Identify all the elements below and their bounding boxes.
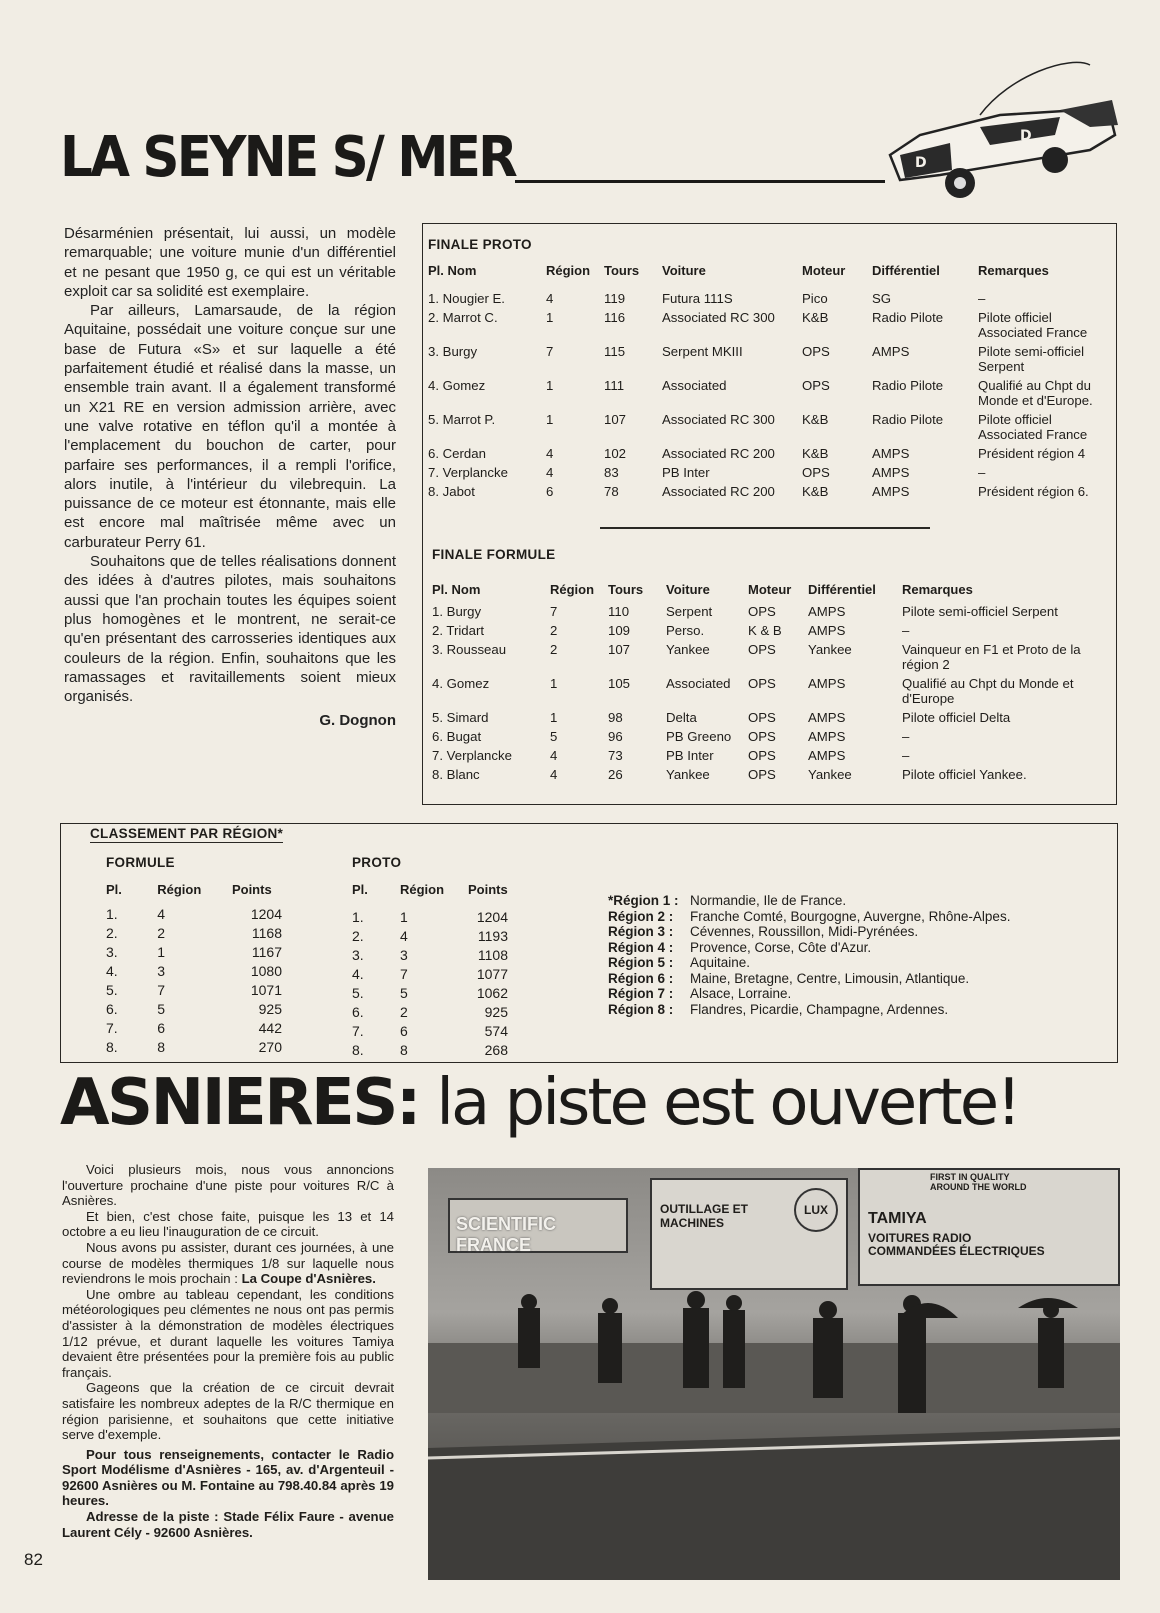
- table-cell: 6: [400, 1023, 408, 1039]
- table-cell: 7.: [352, 1023, 364, 1039]
- paragraph: Par ailleurs, Lamarsaude, de la région Aquitaine, possédait une voiture conçue sur une base de Futura «S» et sur laquelle a été parfaitement étudié et réalisé dans la masse, un ensemble train avant. Il a également transformé un X21 RE en version admission arrière, avec une valve rotative en téflon qu'il a montée à l'emplacement du bouchon de carter, pour parfaire ses performances, il a rempli l'orifice, alors inutile, à l'intérieur du vilebrequin. La puissance de ce moteur est étonnante, mais elle est encore mal maîtrisée même avec un carburateur Perry 61.: [64, 302, 396, 551]
- table-cell: 1071: [250, 982, 282, 998]
- paragraph: Souhaitons que de telles réalisations donnent des idées à d'autres pilotes, mais souhaitons aussi que l'an prochain toutes les équipes soient plus homogènes et le montrent, ne serait-ce qu'en présentant des carrosseries identiques aux couleurs de la région. Enfin, souhaitons que les ramassages et ravitaillements soient mieux organisés.: [64, 553, 396, 706]
- table-cell: Associated: [666, 676, 731, 691]
- column-header: Région: [400, 882, 445, 897]
- table-row: [428, 344, 1118, 378]
- table-cell: 4: [550, 767, 558, 782]
- asnieres-title-light: la piste est ouverte!: [418, 1066, 1019, 1140]
- table-cell: 83: [604, 465, 619, 480]
- table-cell: Président région 6.: [978, 484, 1089, 499]
- sign-slogan: FIRST IN QUALITY AROUND THE WORLD: [930, 1172, 1027, 1192]
- svg-text:D: D: [915, 155, 927, 171]
- table-cell: 6.: [106, 1001, 118, 1017]
- table-cell: SG: [872, 291, 892, 306]
- table-cell: Président région 4: [978, 446, 1086, 461]
- table-cell: PB Inter: [666, 748, 714, 763]
- table-cell: Pilote officiel Yankee.: [902, 767, 1027, 782]
- table-cell: AMPS: [872, 344, 910, 359]
- region-areas: Alsace, Lorraine.: [690, 986, 792, 1001]
- table-cell: 6: [546, 484, 554, 499]
- table-cell: 1108: [477, 947, 508, 963]
- table-cell: 1193: [477, 928, 508, 944]
- table-cell: Futura 111S: [662, 291, 733, 306]
- table-cell: 1. Burgy: [432, 604, 482, 619]
- table-cell: 1: [546, 310, 554, 325]
- table-row: [428, 446, 1118, 465]
- table-cell: 6. Bugat: [432, 729, 482, 744]
- region-entry: [608, 971, 1010, 987]
- race-car-illustration: [880, 55, 1130, 205]
- table-cell: OPS: [802, 378, 830, 393]
- table-cell: PB Inter: [662, 465, 710, 480]
- table-cell: 574: [484, 1023, 508, 1039]
- table-row: [432, 676, 1112, 710]
- table-cell: 8. Blanc: [432, 767, 480, 782]
- sign-scientific-france: [448, 1198, 628, 1253]
- table-cell: Serpent: [666, 604, 713, 619]
- table-cell: Delta: [666, 710, 697, 725]
- table-row: [106, 1001, 296, 1020]
- table-cell: 8.: [352, 1042, 364, 1058]
- region-areas: Maine, Bretagne, Centre, Limousin, Atlantique.: [690, 970, 970, 986]
- table-cell: 4: [546, 465, 554, 480]
- table-cell: 8.: [106, 1039, 118, 1055]
- table-cell: PB Greeno: [666, 729, 732, 744]
- table-cell: –: [902, 623, 910, 638]
- paragraph-text: Nous avons pu assister, durant ces journées, à une course de modèles thermiques 1/8 sur laquelle nous reviendrons le mois prochain :: [62, 1239, 394, 1287]
- table-cell: Qualifié au Chpt du Monde et d'Europe: [902, 676, 1074, 706]
- table-cell: 6. Cerdan: [428, 446, 486, 461]
- page-number: 82: [24, 1550, 43, 1569]
- table-cell: Associated RC 200: [662, 446, 775, 461]
- table-cell: 1: [550, 710, 558, 725]
- paragraph: Une ombre au tableau cependant, les conditions météorologiques peu clémentes ne nous ont pas permis d'assister à la démonstration de modèles électriques 1/12 prévue, et durant laquelle les voitures Tamiya devaient être présentées pour la première fois au public français.: [62, 1286, 394, 1380]
- table-cell: 4.: [106, 963, 118, 979]
- region-entry: [608, 893, 1010, 909]
- table-cell: 2. Marrot C.: [428, 310, 498, 325]
- table-row: [352, 947, 522, 966]
- table-cell: 3. Rousseau: [432, 642, 507, 657]
- table-cell: 1: [157, 944, 166, 960]
- region-areas: Provence, Corse, Côte d'Azur.: [690, 939, 872, 955]
- table-cell: Pilote semi-officiel Serpent: [902, 604, 1058, 619]
- table-row: [432, 748, 1112, 767]
- column-header: Remarques: [902, 582, 973, 597]
- table-cell: 2.: [106, 925, 118, 941]
- table-cell: Associated RC 300: [662, 412, 775, 427]
- table-cell: 107: [608, 642, 631, 657]
- region-legend: [608, 893, 1010, 1017]
- table-cell: AMPS: [808, 748, 846, 763]
- sign-text: SCIENTIFIC FRANCE: [456, 1214, 557, 1255]
- column-header: Tours: [608, 582, 644, 597]
- table-cell: 1077: [476, 966, 508, 982]
- column-header: Pl.: [106, 882, 122, 897]
- table-cell: 2: [157, 925, 166, 941]
- table-row: [432, 604, 1112, 623]
- region-areas: Franche Comté, Bourgogne, Auvergne, Rhône-Alpes.: [690, 908, 1011, 924]
- table-cell: AMPS: [808, 623, 846, 638]
- table-cell: 7: [400, 966, 408, 982]
- table-cell: 3. Burgy: [428, 344, 478, 359]
- paragraph: Désarménien présentait, lui aussi, un modèle remarquable; une voiture munie d'un différentiel et ne pesant que 1950 g, ce qui est un véritable exploit car sa solidité est exemplaire.: [64, 225, 396, 300]
- article-la-seyne: [64, 224, 396, 731]
- table-cell: 8: [400, 1042, 408, 1058]
- table-cell: OPS: [748, 642, 776, 657]
- table-cell: 925: [258, 1001, 282, 1017]
- table-row: [352, 909, 522, 928]
- table-cell: AMPS: [808, 710, 846, 725]
- table-cell: 1167: [251, 944, 282, 960]
- page-title: LA SEYNE S/ MER: [60, 125, 516, 190]
- author: G. Dognon: [319, 712, 396, 730]
- region-label: Région 4 :: [608, 939, 674, 955]
- table-cell: Pilote officiel Associated France: [978, 412, 1088, 442]
- table-cell: 6: [157, 1020, 166, 1036]
- table-cell: 8. Jabot: [428, 484, 475, 499]
- region-areas: Flandres, Picardie, Champagne, Ardennes.: [690, 1001, 949, 1017]
- table-cell: 8: [157, 1039, 166, 1055]
- article-asnieres: [62, 1162, 394, 1540]
- table-row: [432, 623, 1112, 642]
- table-row: [432, 642, 1112, 676]
- table-cell: 4: [546, 446, 554, 461]
- table-cell: Perso.: [666, 623, 705, 638]
- table-cell: 107: [604, 412, 627, 427]
- column-header: Région: [157, 882, 202, 897]
- table-cell: Radio Pilote: [872, 378, 944, 393]
- table-cell: AMPS: [872, 446, 910, 461]
- table-cell: 4. Gomez: [432, 676, 490, 691]
- region-entry: [608, 940, 1010, 956]
- table-row: [106, 944, 296, 963]
- table-cell: 1.: [106, 906, 118, 922]
- table-cell: Pilote officiel Associated France: [978, 310, 1088, 340]
- table-cell: OPS: [802, 465, 830, 480]
- region-label: *Région 1 :: [608, 893, 679, 908]
- table-cell: 4: [550, 748, 558, 763]
- region-entry: [608, 924, 1010, 940]
- table-divider: [600, 527, 930, 529]
- sign-text: VOITURES RADIO COMMANDÉES ÉLECTRIQUES: [868, 1231, 1045, 1258]
- svg-text:D: D: [1020, 128, 1032, 144]
- region-label: Région 8 :: [608, 1001, 674, 1017]
- table-cell: 5. Simard: [432, 710, 489, 725]
- table-cell: 3.: [106, 944, 118, 960]
- table-row: [428, 291, 1118, 310]
- table-cell: Pilote semi-officiel Serpent: [978, 344, 1085, 374]
- table-row: [428, 310, 1118, 344]
- table-cell: 4: [546, 291, 554, 306]
- column-header: Différentiel: [808, 582, 876, 597]
- table-cell: OPS: [748, 604, 776, 619]
- table-row: [428, 465, 1118, 484]
- table-cell: Yankee: [808, 767, 852, 782]
- region-label: Région 3 :: [608, 924, 674, 939]
- sign-outillage: [650, 1178, 848, 1290]
- table-cell: 3: [157, 963, 166, 979]
- table-cell: 1168: [251, 925, 282, 941]
- table-cell: 1. Nougier E.: [428, 291, 505, 306]
- table-cell: OPS: [748, 710, 776, 725]
- table-cell: 111: [604, 378, 625, 393]
- table-cell: 7. Verplancke: [432, 748, 512, 763]
- table-cell: 115: [604, 344, 626, 359]
- table-cell: 7: [546, 344, 554, 359]
- table-cell: 4.: [352, 966, 364, 982]
- table-cell: 109: [608, 623, 631, 638]
- table-cell: 6.: [352, 1004, 364, 1020]
- column-header: Tours: [604, 263, 640, 278]
- track-address: Adresse de la piste : Stade Félix Faure - avenue Laurent Cély - 92600 Asnières.: [62, 1509, 394, 1540]
- table-cell: Pilote officiel Delta: [902, 710, 1011, 725]
- finale-formule-title: FINALE FORMULE: [432, 547, 556, 562]
- table-cell: 1204: [476, 909, 508, 925]
- column-header: Points: [468, 882, 508, 897]
- column-header: Pl. Nom: [432, 582, 481, 597]
- table-cell: 102: [604, 446, 627, 461]
- region-label: Région 5 :: [608, 955, 674, 970]
- table-cell: OPS: [748, 729, 776, 744]
- table-cell: –: [902, 748, 910, 763]
- table-cell: 2.: [352, 928, 364, 944]
- table-cell: 1062: [476, 985, 508, 1001]
- column-header: Remarques: [978, 263, 1049, 278]
- table-cell: 5.: [106, 982, 118, 998]
- table-cell: 96: [608, 729, 623, 744]
- column-header: Différentiel: [872, 263, 940, 278]
- table-cell: 7. Verplancke: [428, 465, 508, 480]
- table-row: [432, 710, 1112, 729]
- column-header: Voiture: [662, 263, 706, 278]
- formule-title: FORMULE: [106, 855, 175, 870]
- table-cell: 4: [157, 906, 166, 922]
- table-cell: Radio Pilote: [872, 310, 944, 325]
- table-row: [106, 963, 296, 982]
- table-cell: 442: [258, 1020, 282, 1036]
- table-cell: 78: [604, 484, 619, 499]
- classement-title: CLASSEMENT PAR RÉGION*: [90, 826, 284, 841]
- event-name: La Coupe d'Asnières.: [241, 1271, 376, 1287]
- classement-formule-table: [106, 882, 296, 1058]
- table-cell: 1: [546, 412, 554, 427]
- table-cell: 5. Marrot P.: [428, 412, 496, 427]
- sign-text: OUTILLAGE ET MACHINES: [660, 1202, 748, 1230]
- table-cell: 116: [604, 310, 626, 325]
- table-cell: Yankee: [808, 642, 852, 657]
- table-row: [106, 925, 296, 944]
- table-cell: 2: [550, 642, 558, 657]
- table-cell: K&B: [802, 446, 829, 461]
- table-cell: AMPS: [808, 604, 846, 619]
- asnieres-title: [60, 1066, 1019, 1140]
- table-cell: K & B: [748, 623, 782, 638]
- region-entry: [608, 955, 1010, 971]
- table-cell: 2. Tridart: [432, 623, 485, 638]
- table-row: [352, 966, 522, 985]
- table-cell: OPS: [748, 767, 776, 782]
- table-cell: –: [978, 465, 986, 480]
- region-entry: [608, 986, 1010, 1002]
- paragraph: Gageons que la création de ce circuit devrait satisfaire les nombreux adeptes de la R/C thermique en région parisienne, et souhaitons que cette initiative serve d'exemple.: [62, 1380, 394, 1443]
- finale-formule-table: [432, 582, 1112, 786]
- table-cell: 5: [550, 729, 558, 744]
- table-cell: 7.: [106, 1020, 118, 1036]
- table-cell: AMPS: [872, 484, 910, 499]
- table-row: [106, 1020, 296, 1039]
- table-cell: Radio Pilote: [872, 412, 944, 427]
- table-cell: 1204: [250, 906, 282, 922]
- column-header: Pl. Nom: [428, 263, 477, 278]
- region-areas: Aquitaine.: [690, 955, 751, 970]
- table-cell: 119: [604, 291, 626, 306]
- table-cell: –: [902, 729, 910, 744]
- table-cell: Vainqueur en F1 et Proto de la région 2: [902, 642, 1081, 672]
- proto-title: PROTO: [352, 855, 402, 870]
- table-cell: OPS: [748, 676, 776, 691]
- table-cell: 73: [608, 748, 623, 763]
- region-label: Région 2 :: [608, 908, 674, 924]
- title-rule: [515, 180, 885, 183]
- table-cell: 26: [608, 767, 623, 782]
- table-cell: Yankee: [666, 642, 710, 657]
- column-header: Voiture: [666, 582, 710, 597]
- table-row: [352, 1023, 522, 1042]
- table-row: [428, 484, 1118, 503]
- column-header: Pl.: [352, 882, 368, 897]
- table-cell: Yankee: [666, 767, 710, 782]
- table-row: [106, 1039, 296, 1058]
- table-cell: –: [978, 291, 986, 306]
- table-cell: 3.: [352, 947, 364, 963]
- table-row: [432, 729, 1112, 748]
- table-cell: Pico: [802, 291, 828, 306]
- table-cell: 1: [550, 676, 558, 691]
- table-cell: 2: [550, 623, 558, 638]
- table-row: [352, 1042, 522, 1061]
- table-row: [352, 928, 522, 947]
- table-cell: Serpent MKIII: [662, 344, 743, 359]
- column-header: Région: [546, 263, 591, 278]
- table-cell: 1.: [352, 909, 364, 925]
- table-cell: 5: [157, 1001, 166, 1017]
- table-cell: 925: [484, 1004, 508, 1020]
- table-row: [106, 906, 296, 925]
- table-row: [428, 412, 1118, 446]
- table-row: [432, 767, 1112, 786]
- table-cell: Associated RC 300: [662, 310, 775, 325]
- region-entry: [608, 909, 1010, 925]
- crowd-silhouettes: [428, 1288, 1120, 1580]
- table-cell: OPS: [802, 344, 830, 359]
- table-cell: 5.: [352, 985, 364, 1001]
- table-cell: 4: [400, 928, 408, 944]
- contact-info: Pour tous renseignements, contacter le Radio Sport Modélisme d'Asnières - 165, av. d'Argenteuil - 92600 Asnières ou M. Fontaine au 798.40.84 après 19 heures.: [62, 1446, 394, 1509]
- track-photo: [428, 1168, 1120, 1580]
- table-cell: 270: [258, 1039, 282, 1055]
- table-row: [352, 985, 522, 1004]
- finale-proto-title: FINALE PROTO: [428, 237, 532, 252]
- table-cell: 1: [400, 909, 408, 925]
- asnieres-title-bold: ASNIERES:: [60, 1066, 419, 1140]
- table-cell: 5: [400, 985, 408, 1001]
- table-cell: OPS: [748, 748, 776, 763]
- region-entry: [608, 1002, 1010, 1018]
- table-row: [428, 378, 1118, 412]
- sign-tamiya: [858, 1168, 1120, 1286]
- table-cell: 2: [400, 1004, 408, 1020]
- column-header: Région: [550, 582, 595, 597]
- table-cell: 1: [546, 378, 554, 393]
- table-cell: AMPS: [808, 729, 846, 744]
- region-label: Région 7 :: [608, 986, 674, 1001]
- paragraph: [62, 1240, 394, 1287]
- table-cell: AMPS: [808, 676, 846, 691]
- region-areas: Cévennes, Roussillon, Midi-Pyrénées.: [690, 924, 919, 939]
- table-cell: 7: [157, 982, 166, 998]
- region-areas: Normandie, Ile de France.: [690, 893, 847, 908]
- table-cell: Associated: [662, 378, 727, 393]
- column-header: Moteur: [748, 582, 792, 597]
- table-cell: Qualifié au Chpt du Monde et d'Europe.: [978, 378, 1093, 408]
- tamiya-brand: TAMIYA: [868, 1210, 927, 1227]
- table-cell: 110: [608, 604, 630, 619]
- table-cell: 268: [484, 1042, 508, 1058]
- table-cell: 3: [400, 947, 408, 963]
- table-cell: 4. Gomez: [428, 378, 486, 393]
- classement-proto-table: [352, 882, 522, 1061]
- table-cell: AMPS: [872, 465, 910, 480]
- paragraph: Voici plusieurs mois, nous vous annoncions l'ouverture prochaine d'une piste pour voitures R/C à Asnières.: [62, 1162, 394, 1209]
- table-row: [352, 1004, 522, 1023]
- finale-proto-table: [428, 263, 1118, 503]
- column-header: Moteur: [802, 263, 846, 278]
- region-label: Région 6 :: [608, 970, 674, 986]
- table-cell: 7: [550, 604, 558, 619]
- lux-logo: LUX: [794, 1188, 838, 1232]
- table-cell: 98: [608, 710, 623, 725]
- table-cell: K&B: [802, 310, 829, 325]
- table-cell: K&B: [802, 412, 829, 427]
- column-header: Points: [231, 882, 272, 897]
- paragraph: Et bien, c'est chose faite, puisque les 13 et 14 octobre a eu lieu l'inauguration de ce circuit.: [62, 1208, 394, 1240]
- table-row: [106, 982, 296, 1001]
- table-cell: 1080: [250, 963, 282, 979]
- table-cell: K&B: [802, 484, 829, 499]
- table-cell: Associated RC 200: [662, 484, 775, 499]
- table-cell: 105: [608, 676, 631, 691]
